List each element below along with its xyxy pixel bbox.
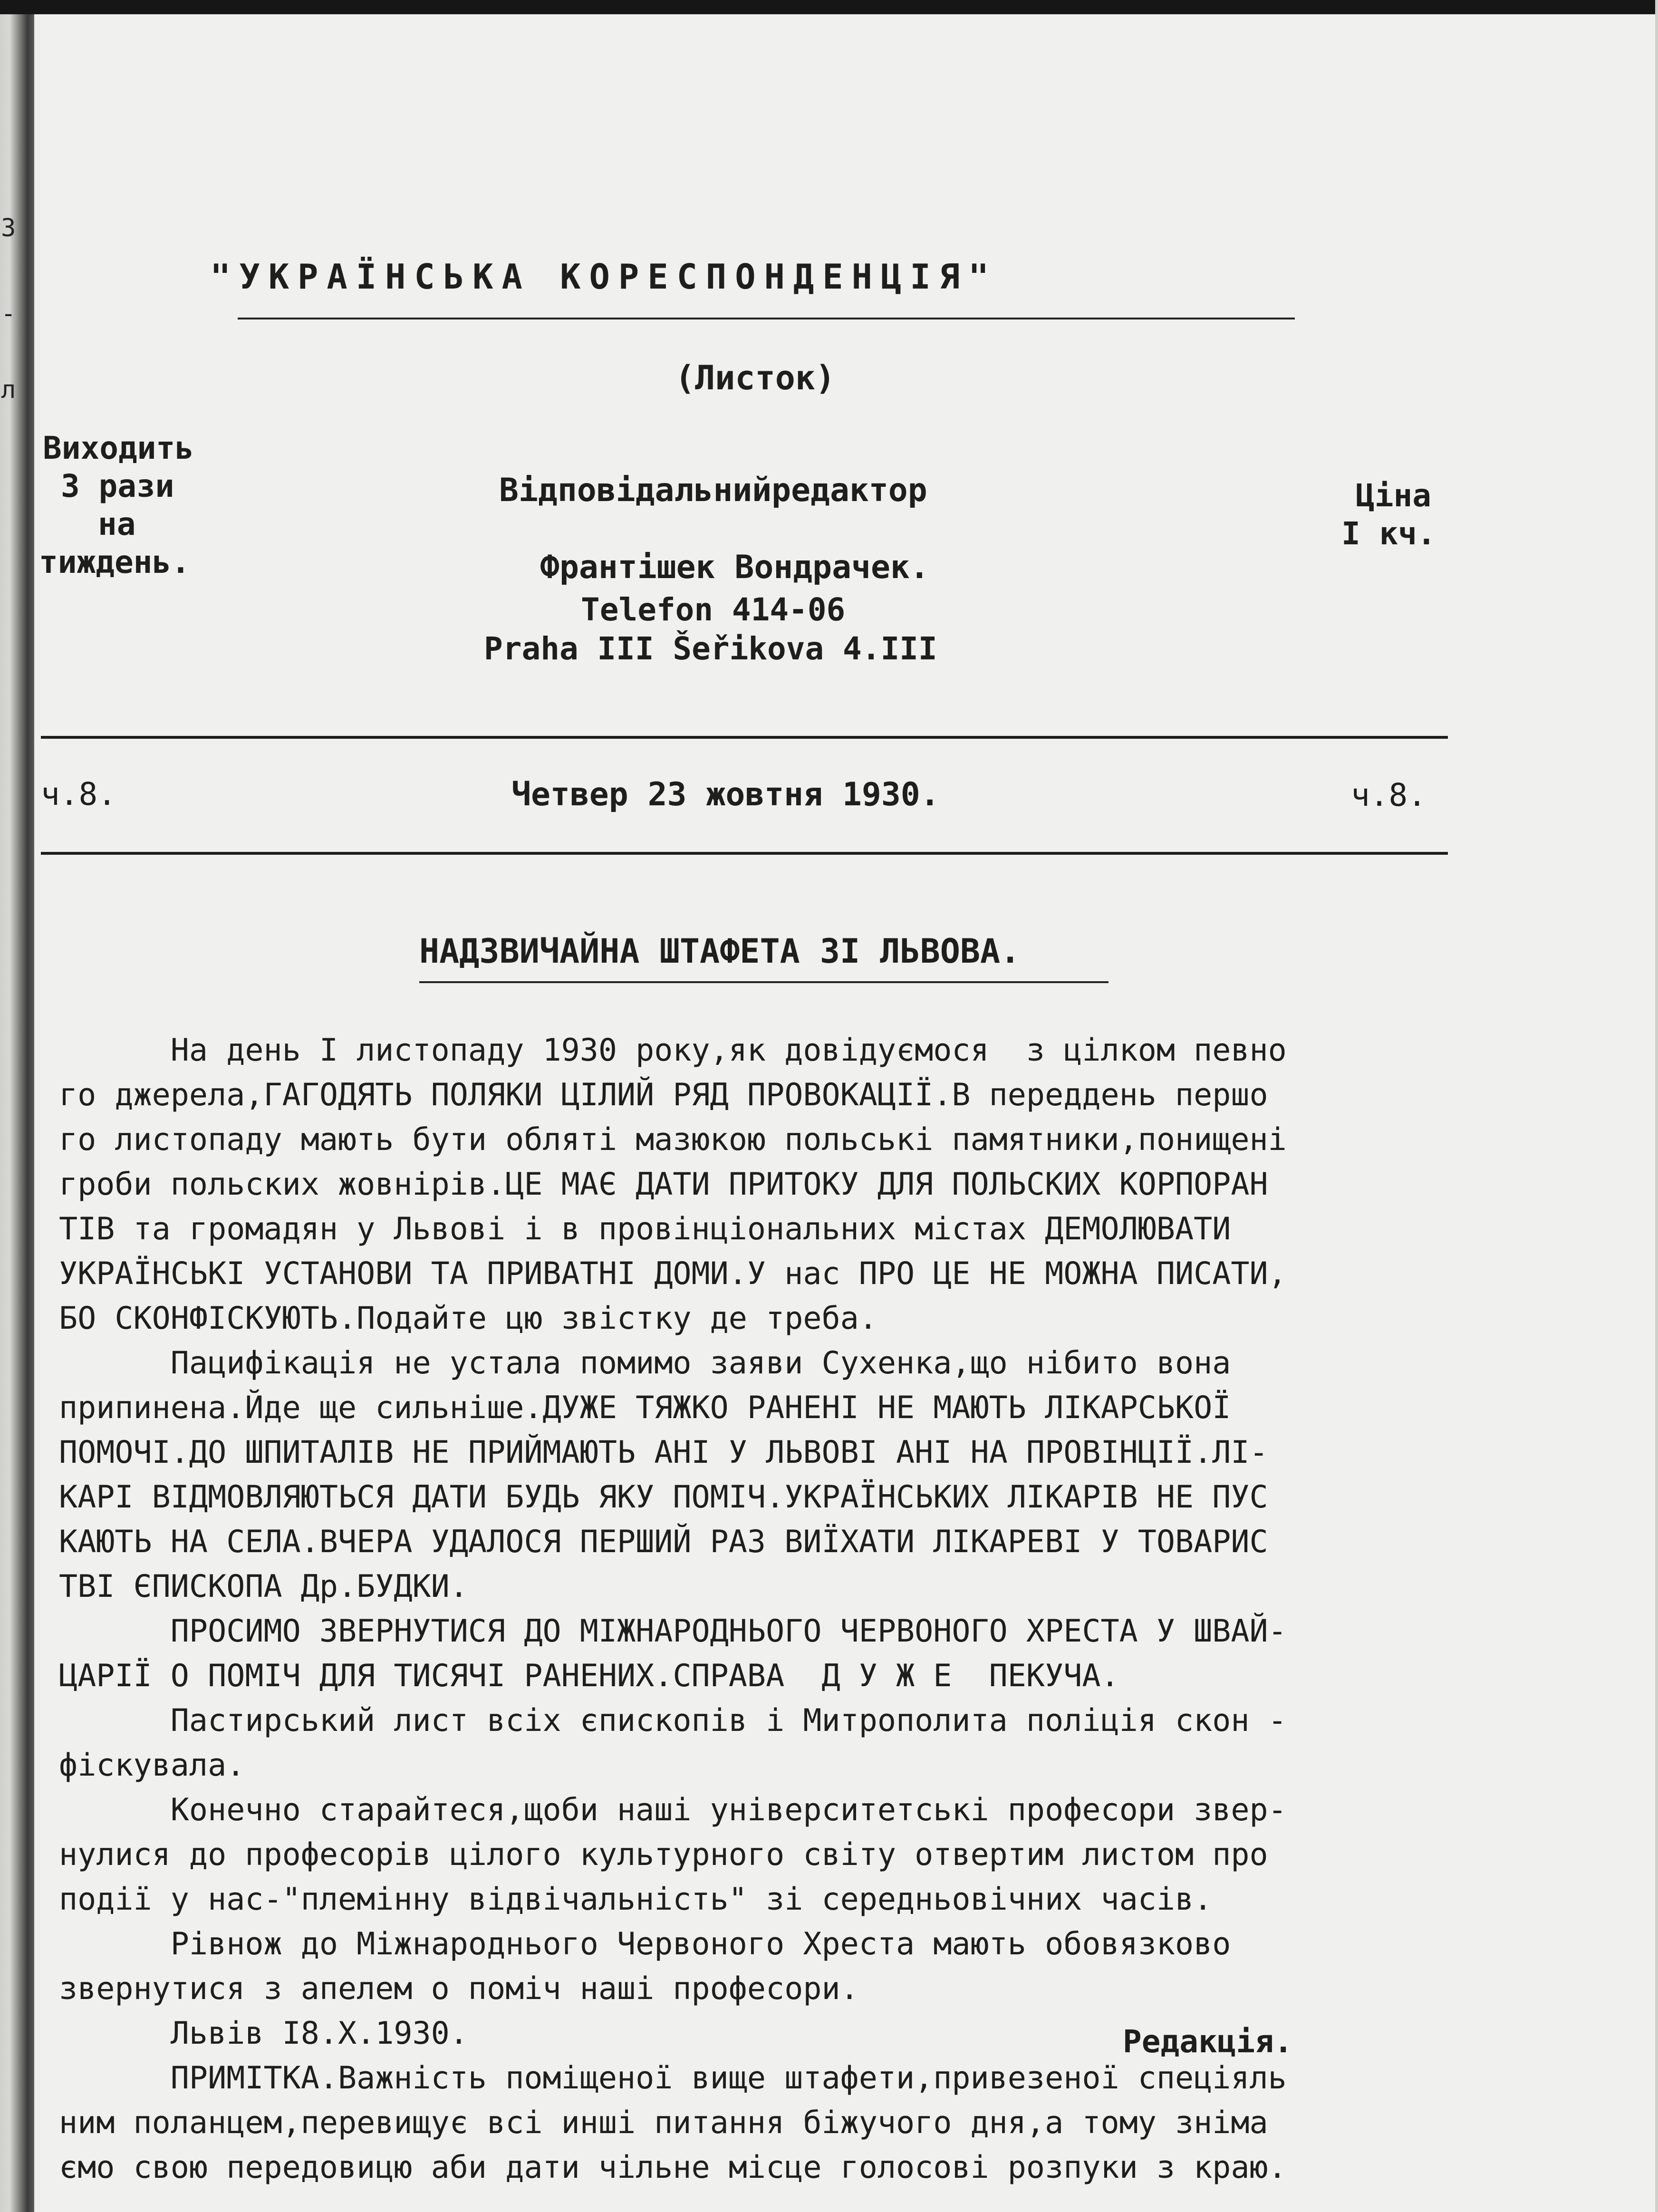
article-line: УКРАЇНСЬКІ УСТАНОВИ ТА ПРИВАТНІ ДОМИ.У нас ПРО ЦЕ НЕ МОЖНА ПИСАТИ, [59,1256,1287,1292]
signature: Редакція. [1123,2023,1293,2060]
article-line: події у нас-"племінну відвічальність" зі середньовічних часів. [59,1882,1213,1917]
article-line: го листопаду мають бути обляті мазюкою польські памятники,понищені [59,1122,1287,1158]
article-line: БО СКОНФІСКУЮТЬ.Подайте цю звістку де треба. [59,1301,877,1336]
scan-right-edge [1655,0,1658,2212]
scan-top-edge [0,0,1658,14]
margin-note-2: - [1,299,16,328]
article-line: го джерела,ГАГОДЯТЬ ПОЛЯКИ ЦІЛИЙ РЯД ПРОВОКАЦІЇ.В переддень першо [59,1077,1268,1113]
frequency-line: на [98,506,136,542]
address: Praha III Šeřikova 4.III [484,630,937,667]
issue-date: Четвер 23 жовтня 1930. [511,776,940,813]
editor-label: Відповідальнийредактор [499,472,927,509]
article-line: припинена.Йде ще сильніше.ДУЖЕ ТЯЖКО РАНЕНІ НЕ МАЮТЬ ЛІКАРСЬКОЇ [59,1390,1231,1426]
article-line: нулися до професорів цілого культурного світу отвертим листом про [59,1837,1268,1873]
article-line: Львів I8.X.1930. [59,2016,468,2051]
article-line: ним поланцем,перевищує всі инші питання біжучого дня,а тому зніма [59,2105,1268,2141]
frequency-line: Виходить [43,430,194,466]
article-line: ПРОСИМО ЗВЕРНУТИСЯ ДО МІЖНАРОДНЬОГО ЧЕРВОНОГО ХРЕСТА У ШВАЙ- [59,1613,1287,1649]
article-line: Рівнож до Міжнароднього Червоного Хреста мають обовязково [59,1926,1231,1962]
article-line: ПОМОЧІ.ДО ШПИТАЛІВ НЕ ПРИЙМАЮТЬ АНІ У ЛЬВОВІ АНІ НА ПРОВІНЦІЇ.ЛІ- [59,1435,1268,1470]
issue-number-right: ч.8. [1351,777,1427,813]
article-line: ємо свою передовицю аби дати чільне місце голосові розпуки з краю. [59,2150,1287,2185]
price-line: Ціна [1356,477,1431,514]
frequency-line: 3 рази [61,468,174,504]
article-line: КАРІ ВІДМОВЛЯЮТЬСЯ ДАТИ БУДЬ ЯКУ ПОМІЧ.УКРАЇНСЬКИХ ЛІКАРІВ НЕ ПУС [59,1479,1268,1515]
article-line: На день I листопаду 1930 року,як довідуємося з цілком певно [59,1033,1287,1068]
title-underline [238,318,1295,319]
issue-rule-top [41,736,1448,739]
scan-binding-shadow [0,14,34,2212]
masthead-subtitle: (Листок) [675,358,836,397]
article-line: гроби польских жовнірів.ЦЕ МАЄ ДАТИ ПРИТОКУ ДЛЯ ПОЛЬСКИХ КОРПОРАН [59,1167,1268,1202]
article-line: ТВІ ЄПИСКОПА Др.БУДКИ. [59,1569,468,1604]
article-body [59,1028,1513,2190]
article-line: звернутися з апелем о поміч наші професори. [59,1971,859,2007]
article-line: ТІВ та громадян у Львові і в провінціональних містах ДЕМОЛЮВАТИ [59,1211,1231,1247]
price-line: I кч. [1341,515,1436,552]
article-headline: НАДЗВИЧАЙНА ШТАФЕТА ЗІ ЛЬВОВА. [419,932,1021,971]
issue-number-left: ч.8. [41,776,116,812]
article-line: Конечно старайтеся,щоби наші університетські професори звер- [59,1792,1287,1828]
article-line: Пастирський лист всіх єпископів і Митрополита поліція скон - [59,1703,1287,1739]
article-line: ПРИМІТКА.Важність поміщеної вище штафети,привезеної спеціяль [59,2060,1287,2096]
article-line: фіскувала. [59,1748,245,1783]
document-page [34,14,1655,2212]
margin-note-3: л [1,376,16,404]
headline-underline [419,981,1109,983]
article-line: ЦАРІЇ О ПОМІЧ ДЛЯ ТИСЯЧІ РАНЕНИХ.СПРАВА Д У Ж Е ПЕКУЧА. [59,1658,1119,1694]
masthead-title: "УКРАЇНСЬКА КОРЕСПОНДЕНЦІЯ" [210,257,998,297]
frequency-line: тиждень. [39,544,190,580]
issue-rule-bottom [41,852,1448,855]
margin-note-1: 3 [1,214,16,242]
editor-name: Франтішек Вондрачек. [540,549,929,586]
telephone: Telefon 414-06 [581,591,846,628]
article-line: Пацифікація не устала помимо заяви Сухенка,що нібито вона [59,1345,1231,1381]
article-line: КАЮТЬ НА СЕЛА.ВЧЕРА УДАЛОСЯ ПЕРШИЙ РАЗ ВИЇХАТИ ЛІКАРЕВІ У ТОВАРИС [59,1524,1268,1560]
